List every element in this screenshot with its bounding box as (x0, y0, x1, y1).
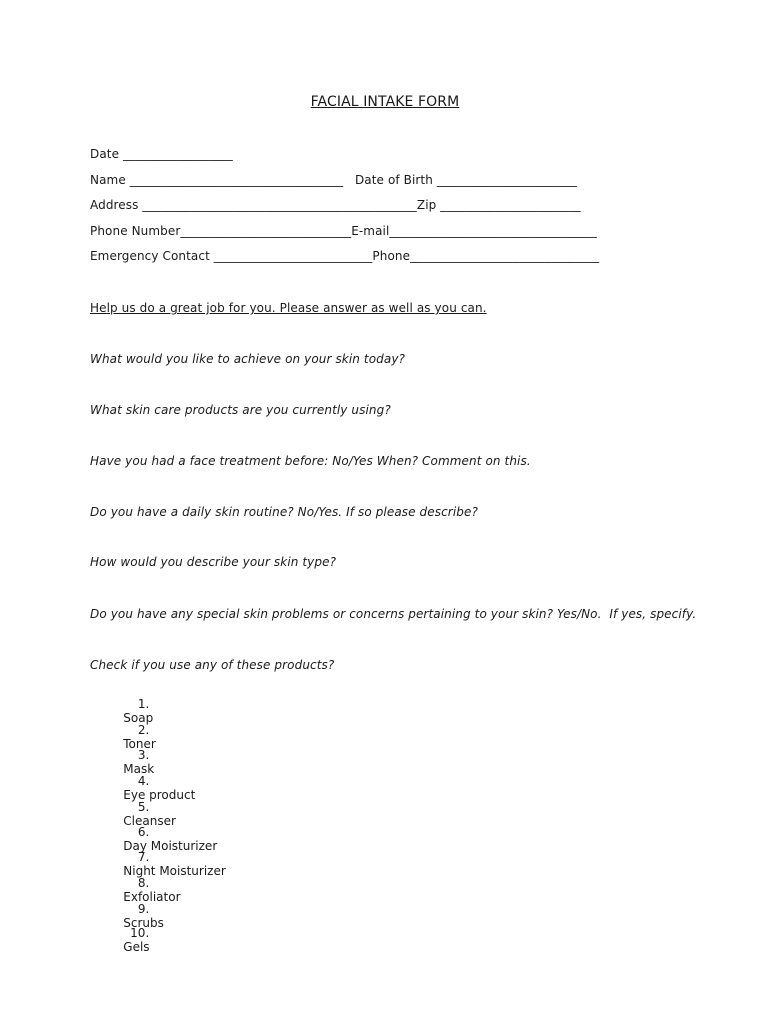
list-item-label: Toner (123, 737, 156, 751)
list-item-number: 2. (137, 723, 150, 737)
question-current-products: What skin care products are you currently using? (90, 403, 391, 417)
list-item-label: Exfoliator (123, 890, 181, 904)
list-item-number: 1. (137, 697, 150, 711)
list-item-label: Scrubs (123, 916, 164, 930)
list-item-number: 6. (137, 825, 150, 839)
question-achieve: What would you like to achieve on your skin today? (90, 352, 405, 366)
list-item-label: Night Moisturizer (123, 864, 226, 878)
list-item-label: Eye product (123, 788, 196, 802)
list-item-number: 9. (137, 902, 150, 916)
name-dob-field-line: Name ___________________________________ Date of Birth _______________________ (90, 173, 578, 187)
question-skin-problems: Do you have any special skin problems or concerns pertaining to your skin? Yes/No. If yes, specify. (90, 607, 697, 621)
list-item-label: Gels (123, 940, 150, 954)
question-check-products: Check if you use any of these products? (90, 658, 335, 672)
emergency-contact-field-line: Emergency Contact __________________________Phone_______________________________ (90, 249, 600, 263)
list-item-label: Cleanser (123, 814, 176, 828)
list-item-number: 3. (137, 748, 150, 762)
list-item-label: Day Moisturizer (123, 839, 218, 853)
question-daily-routine: Do you have a daily skin routine? No/Yes. If so please describe? (90, 505, 478, 519)
list-item-number: 8. (137, 876, 150, 890)
list-item (108, 912, 151, 968)
list-item-number: 10. (130, 926, 150, 940)
list-item-label: Mask (123, 762, 155, 776)
phone-email-field-line: Phone Number____________________________E-mail__________________________________ (90, 224, 597, 238)
list-item-number: 5. (137, 800, 150, 814)
question-face-treatment: Have you had a face treatment before: No/Yes When? Comment on this. (90, 454, 531, 468)
list-item-label: Soap (123, 711, 154, 725)
intro-text: Help us do a great job for you. Please answer as well as you can. (90, 301, 487, 315)
form-title: FACIAL INTAKE FORM (310, 94, 460, 110)
address-zip-field-line: Address _____________________________________________Zip _______________________ (90, 198, 581, 212)
list-item-number: 7. (137, 850, 150, 864)
list-item-number: 4. (137, 774, 150, 788)
date-field-line: Date __________________ (90, 147, 233, 161)
question-skin-type: How would you describe your skin type? (90, 555, 337, 569)
